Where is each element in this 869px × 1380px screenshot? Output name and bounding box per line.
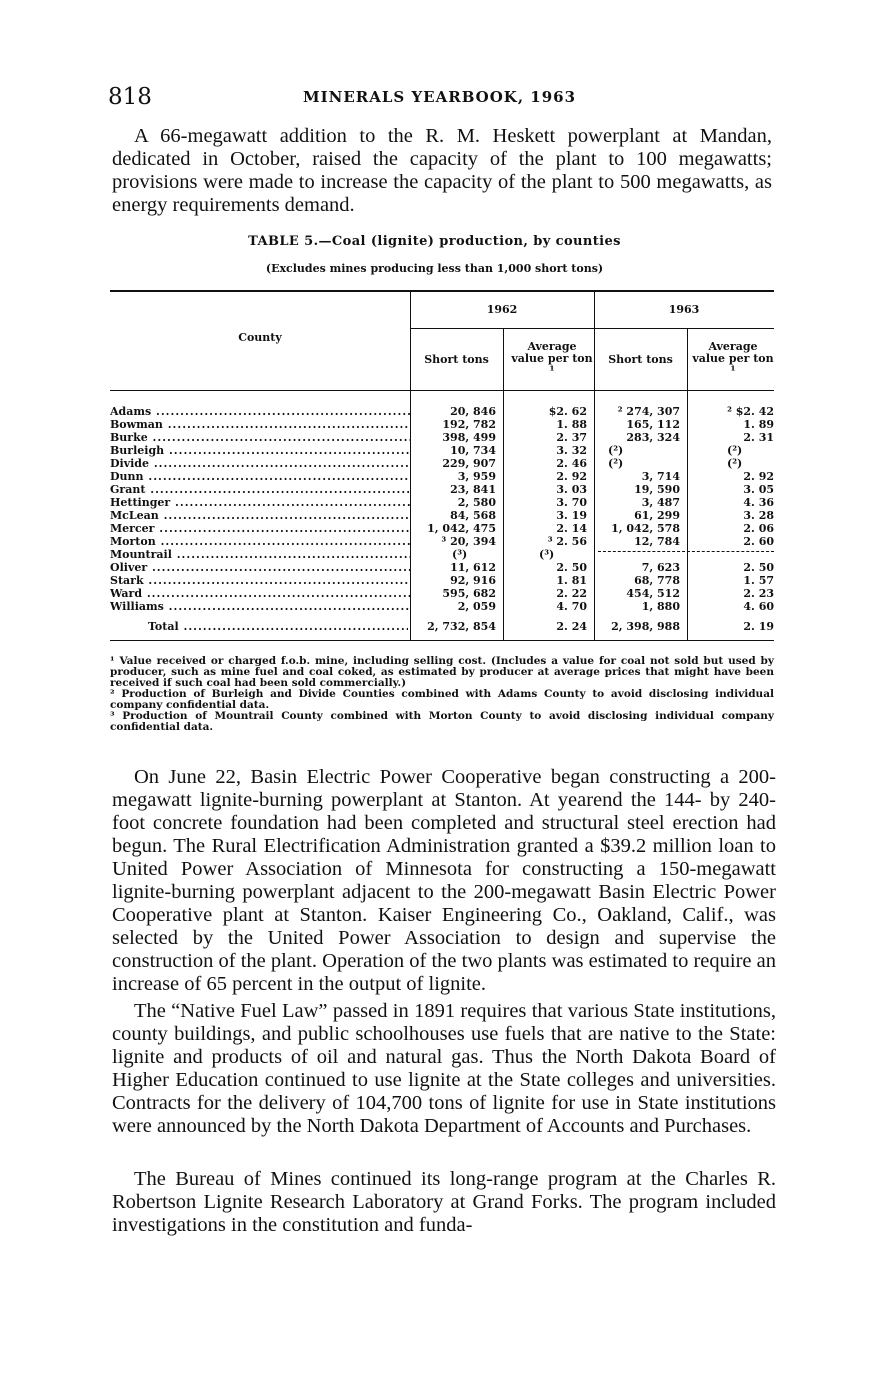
avg-value-header-1962: Average value per ton ¹ xyxy=(511,340,593,377)
table-cell: 2. 14 xyxy=(556,522,587,535)
table-footnotes xyxy=(110,656,774,733)
table-cell: (³) xyxy=(452,548,468,561)
county-name: Morton ..... xyxy=(110,535,410,548)
table-cell: 61, 299 xyxy=(634,509,680,522)
table-bottom-rule xyxy=(110,640,774,641)
paragraph-bureau-of-mines: The Bureau of Mines continued its long-range program at the Charles R. Robertson Lignite Research Laboratory at Grand Forks. The program included investigations in the constitution and funda- xyxy=(112,1168,776,1236)
total-tons-1963: 2, 398, 988 xyxy=(611,620,680,633)
table-cell xyxy=(594,548,680,561)
county-name: Mercer ..... xyxy=(110,522,410,535)
county-name: Mountrail ..... xyxy=(110,548,410,561)
table-cell: 2. 60 xyxy=(743,535,774,548)
county-header: County xyxy=(238,331,282,344)
table-cell: 3. 70 xyxy=(556,496,587,509)
table-cell: 2. 37 xyxy=(556,431,587,444)
table-cell: 2. 23 xyxy=(743,587,774,600)
table-cell: 3. 03 xyxy=(556,483,587,496)
table-cell: 10, 734 xyxy=(450,444,496,457)
table-cell: 7, 623 xyxy=(641,561,680,574)
table-cell: 1, 880 xyxy=(641,600,680,613)
table-cell: 2. 31 xyxy=(743,431,774,444)
table-cell: 454, 512 xyxy=(626,587,680,600)
page-header xyxy=(108,84,770,110)
county-name: Adams ..... xyxy=(110,405,410,418)
table-cell: 1, 042, 578 xyxy=(611,522,680,535)
table-cell: 1. 88 xyxy=(556,418,587,431)
table-cell: 2. 50 xyxy=(743,561,774,574)
county-name: Divide ..... xyxy=(110,457,410,470)
table-cell: 3. 05 xyxy=(743,483,774,496)
page-number: 818 xyxy=(108,84,152,110)
year-rule-1963 xyxy=(594,328,774,329)
county-name: Ward ..... xyxy=(110,587,410,600)
table-cell: 2. 06 xyxy=(743,522,774,535)
county-column xyxy=(110,405,410,613)
table-cell: 3, 959 xyxy=(457,470,496,483)
table-cell xyxy=(687,548,774,561)
table-cell: 84, 568 xyxy=(450,509,496,522)
county-name: Stark ..... xyxy=(110,574,410,587)
table-cell: (²) xyxy=(608,444,624,457)
table-cell: 11, 612 xyxy=(450,561,496,574)
table-cell: 1. 89 xyxy=(743,418,774,431)
table-cell: 3, 714 xyxy=(641,470,680,483)
table-cell: 68, 778 xyxy=(634,574,680,587)
county-name: McLean ..... xyxy=(110,509,410,522)
paragraph-native-fuel-law: The “Native Fuel Law” passed in 1891 requires that various State institutions, county buildings, and public schoolhouses use fuels that are native to the State: lignite and products of oil and natural gas. Thus the North Dakota Board of Higher Education continued to use lignite at the State colleges and universities. Contracts for the delivery of 104,700 tons of lignite for use in State institutions were announced by the North Dakota Department of Accounts and Purchases. xyxy=(112,1000,776,1137)
table-cell: 2. 22 xyxy=(556,587,587,600)
table-cell: 283, 324 xyxy=(626,431,680,444)
table-top-rule xyxy=(110,290,774,292)
table-cell: 2. 50 xyxy=(556,561,587,574)
footnote-1: ¹ Value received or charged f.o.b. mine, including selling cost. (Includes a value for coal not sold but used by producer, such as mine fuel and coal coked, as estimated by producer at average prices that might have been received if such coal had been sold commercially.) xyxy=(110,655,774,689)
county-name: Williams ..... xyxy=(110,600,410,613)
county-name: Burke ..... xyxy=(110,431,410,444)
county-name: Dunn ..... xyxy=(110,470,410,483)
table-cell: 1. 81 xyxy=(556,574,587,587)
year-rule-1962 xyxy=(410,328,594,329)
short-tons-header-1963: Short tons xyxy=(608,353,673,366)
table-cell: 4. 36 xyxy=(743,496,774,509)
year-header-1963: 1963 xyxy=(668,303,700,316)
table-cell: (²) xyxy=(608,457,624,470)
tons-1962-column xyxy=(410,405,496,613)
table-cell: ² 274, 307 xyxy=(617,405,680,418)
avg-value-header-1963: Average value per ton ¹ xyxy=(692,340,774,377)
table-cell: 1, 042, 475 xyxy=(427,522,496,535)
table-cell: $2. 62 xyxy=(548,405,587,418)
table-cell: 3. 32 xyxy=(556,444,587,457)
table-subtitle: (Excludes mines producing less than 1,000 short tons) xyxy=(265,262,604,275)
production-table xyxy=(110,290,774,640)
footnote-3: ³ Production of Mountrail County combined with Morton County to avoid disclosing individual company confidential data. xyxy=(110,710,774,733)
footnote-2: ² Production of Burleigh and Divide Counties combined with Adams County to avoid disclosing individual company confidential data. xyxy=(110,688,774,711)
county-name: Burleigh ..... xyxy=(110,444,410,457)
table-cell: 398, 499 xyxy=(442,431,496,444)
value-1963-column xyxy=(687,405,774,613)
table-cell: 4. 70 xyxy=(556,600,587,613)
table-cell: (²) xyxy=(727,457,743,470)
mountrail-dashed-rule xyxy=(598,551,774,552)
total-value-1962: 2. 24 xyxy=(556,620,587,633)
county-name: Hettinger ..... xyxy=(110,496,410,509)
running-title: MINERALS YEARBOOK, 1963 xyxy=(303,88,577,106)
total-value-1963: 2. 19 xyxy=(743,620,774,633)
table-cell: (³) xyxy=(539,548,555,561)
table-cell: 3. 28 xyxy=(743,509,774,522)
total-label: Total ..... xyxy=(148,620,408,633)
table-cell: ² $2. 42 xyxy=(727,405,774,418)
county-name: Oliver ..... xyxy=(110,561,410,574)
table-cell: 3. 19 xyxy=(556,509,587,522)
county-name: Grant ..... xyxy=(110,483,410,496)
county-name: Bowman ..... xyxy=(110,418,410,431)
table-cell: (²) xyxy=(727,444,743,457)
table-cell: 4. 60 xyxy=(743,600,774,613)
table-cell: 2. 46 xyxy=(556,457,587,470)
table-cell: 3, 487 xyxy=(641,496,680,509)
table-cell: 165, 112 xyxy=(626,418,680,431)
table-title: TABLE 5.—Coal (lignite) production, by counties xyxy=(248,234,621,249)
tons-1963-column xyxy=(594,405,680,613)
table-cell: 2. 92 xyxy=(556,470,587,483)
table-cell: 12, 784 xyxy=(634,535,680,548)
table-cell: 1. 57 xyxy=(743,574,774,587)
table-cell: 2, 059 xyxy=(457,600,496,613)
year-header-1962: 1962 xyxy=(486,303,518,316)
short-tons-header-1962: Short tons xyxy=(424,353,489,366)
table-cell: ³ 2. 56 xyxy=(547,535,587,548)
paragraph-heskett: A 66-megawatt addition to the R. M. Heskett powerplant at Mandan, dedicated in October, raised the capacity of the plant to 100 megawatts; provisions were made to increase the capacity of the plant to 500 megawatts, as energy requirements demand. xyxy=(112,125,772,216)
table-cell: 19, 590 xyxy=(634,483,680,496)
table-header-rule xyxy=(110,390,774,391)
table-cell: 92, 916 xyxy=(450,574,496,587)
paragraph-basin-electric: On June 22, Basin Electric Power Cooperative began constructing a 200-megawatt lignite-burning powerplant at Stanton. At yearend the 144- by 240-foot concrete foundation had been completed and structural steel erection had begun. The Rural Electrification Administration granted a $39.2 million loan to United Power Association of Minnesota for constructing a 150-megawatt lignite-burning powerplant adjacent to the 200-megawatt Basin Electric Power Cooperative plant at Stanton. Kaiser Engineering Co., Oakland, Calif., was selected by the United Power Association to design and supervise the construction of the plant. Operation of the two plants was estimated to require an increase of 65 percent in the output of lignite. xyxy=(112,766,776,995)
table-cell: 23, 841 xyxy=(450,483,496,496)
table-cell: 2, 580 xyxy=(457,496,496,509)
total-tons-1962: 2, 732, 854 xyxy=(427,620,496,633)
table-cell: 229, 907 xyxy=(442,457,496,470)
value-1962-column xyxy=(503,405,587,613)
table-cell: 2. 92 xyxy=(743,470,774,483)
table-cell: 20, 846 xyxy=(450,405,496,418)
table-cell: 192, 782 xyxy=(442,418,496,431)
table-cell: 595, 682 xyxy=(442,587,496,600)
table-cell: ³ 20, 394 xyxy=(441,535,496,548)
